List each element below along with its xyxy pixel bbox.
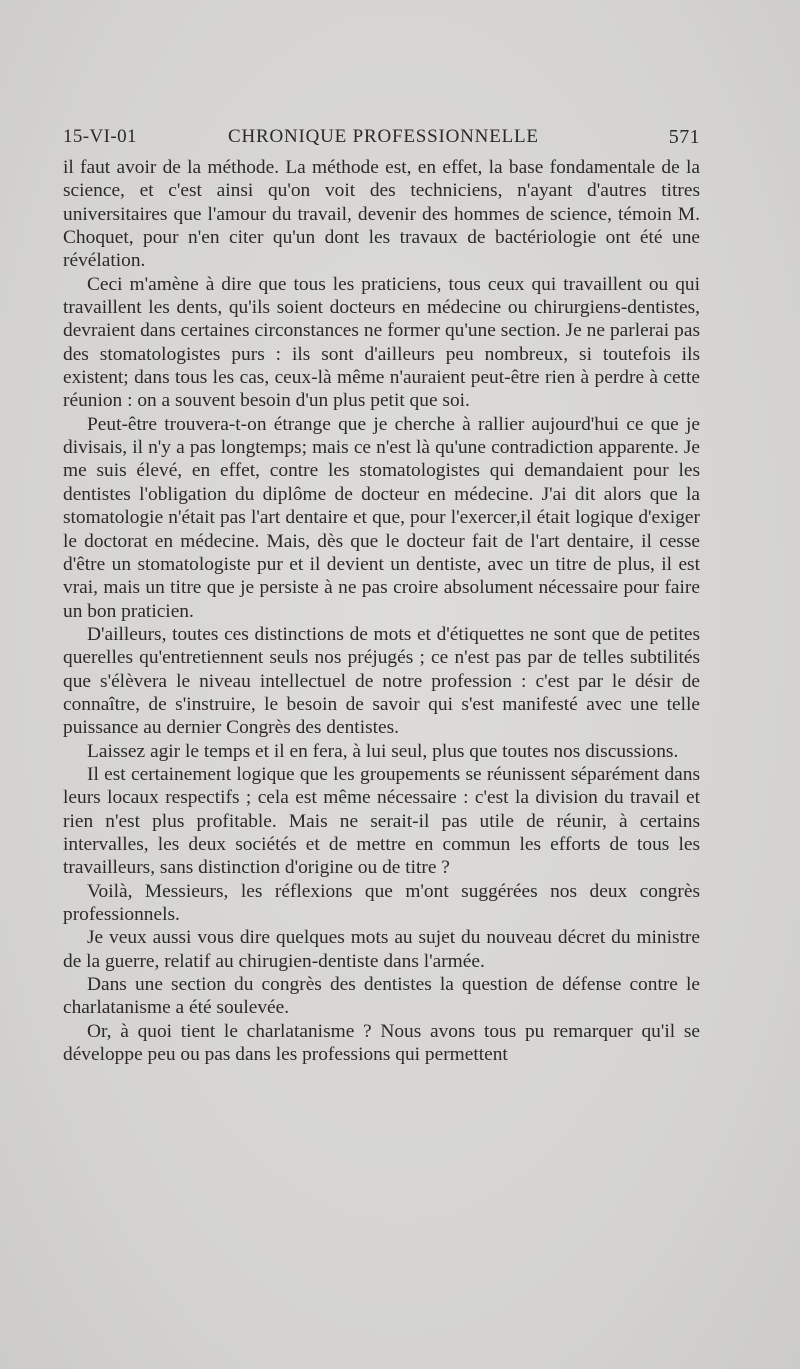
paragraph-9: Dans une section du congrès des dentistes la question de défense contre le charlatanisme a été soulevée. xyxy=(63,974,700,1019)
paragraph-7: Voilà, Messieurs, les réflexions que m'ont suggérées nos deux congrès professionnels. xyxy=(63,880,700,925)
paragraph-5: Laissez agir le temps et il en fera, à lui seul, plus que toutes nos discussions. xyxy=(87,740,679,762)
paragraph-4: D'ailleurs, toutes ces distinctions de mots et d'étiquettes ne sont que de petites querelles qu'entretiennent seuls nos préjugés ; ce n'est pas par de telles subtilités que s'élèvera le niveau intellectuel de notre profession : c'est par le désir de connaître, de s'instruire, le besoin de savoir qui s'est manifesté avec une telle puissance au dernier Congrès des dentistes. xyxy=(63,623,700,739)
paragraph-10: Or, à quoi tient le charlatanisme ? Nous avons tous pu remarquer qu'il se développe peu ou pas dans les professions qui permettent xyxy=(63,1020,700,1066)
paragraph-6: Il est certainement logique que les groupements se réunissent séparément dans leurs locaux respectifs ; cela est même nécessaire : c'est la division du travail et rien n'est plus profitable. Mais ne serait-il pas utile de réunir, à certains intervalles, les deux sociétés et de mettre en commun les efforts de tous les travailleurs, sans distinction d'origine ou de titre ? xyxy=(63,763,700,879)
issue-date: 15-VI-01 xyxy=(63,126,137,147)
paragraph-1: il faut avoir de la méthode. La méthode est, en effet, la base fondamentale de la science, et c'est ainsi qu'on voit des techniciens, n'ayant d'autres titres universitaires que l'amour du travail, devenir des hommes de science, témoin M. Choquet, pour n'en citer qu'un dont les travaux de bactériologie ont été une révélation. xyxy=(63,157,700,272)
paragraph-3: Peut-être trouvera-t-on étrange que je cherche à rallier aujourd'hui ce que je divisais, il n'y a pas longtemps; mais ce n'est là qu'une contradiction apparente. Je me suis élevé, en effet, contre les stomatologistes qui demandaient pour les dentistes l'obligation du diplôme de docteur en médecine. J'ai dit alors que la stomatologie n'était pas l'art dentaire et que, pour l'exercer,il était logique d'exiger le doctorat en médecine. Mais, dès que le docteur fait de l'art dentaire, il cesse d'être un stomatologiste pur et il devient un dentiste, avec un titre de plus, il est vrai, mais un titre que je persiste à ne pas croire absolument nécessaire pour faire un bon praticien. xyxy=(63,413,700,622)
paragraph-2: Ceci m'amène à dire que tous les praticiens, tous ceux qui travaillent ou qui travaillent les dents, qu'ils soient docteurs en médecine ou chirurgiens-dentistes, devraient dans certaines circonstances ne former qu'une section. Je ne parlerai pas des stomatologistes purs : ils sont d'ailleurs peu nombreux, si toutefois ils existent; dans tous les cas, ceux-là même n'auraient peut-être rien à perdre à cette réunion : on a souvent besoin d'un plus petit que soi. xyxy=(63,273,700,412)
body-text xyxy=(63,156,700,1066)
paragraph-8: Je veux aussi vous dire quelques mots au sujet du nouveau décret du ministre de la guerre, relatif au chirugien-dentiste dans l'armée. xyxy=(63,927,700,972)
section-title: CHRONIQUE PROFESSIONNELLE xyxy=(228,126,539,147)
running-head xyxy=(63,122,700,152)
page-number: 571 xyxy=(668,126,700,148)
